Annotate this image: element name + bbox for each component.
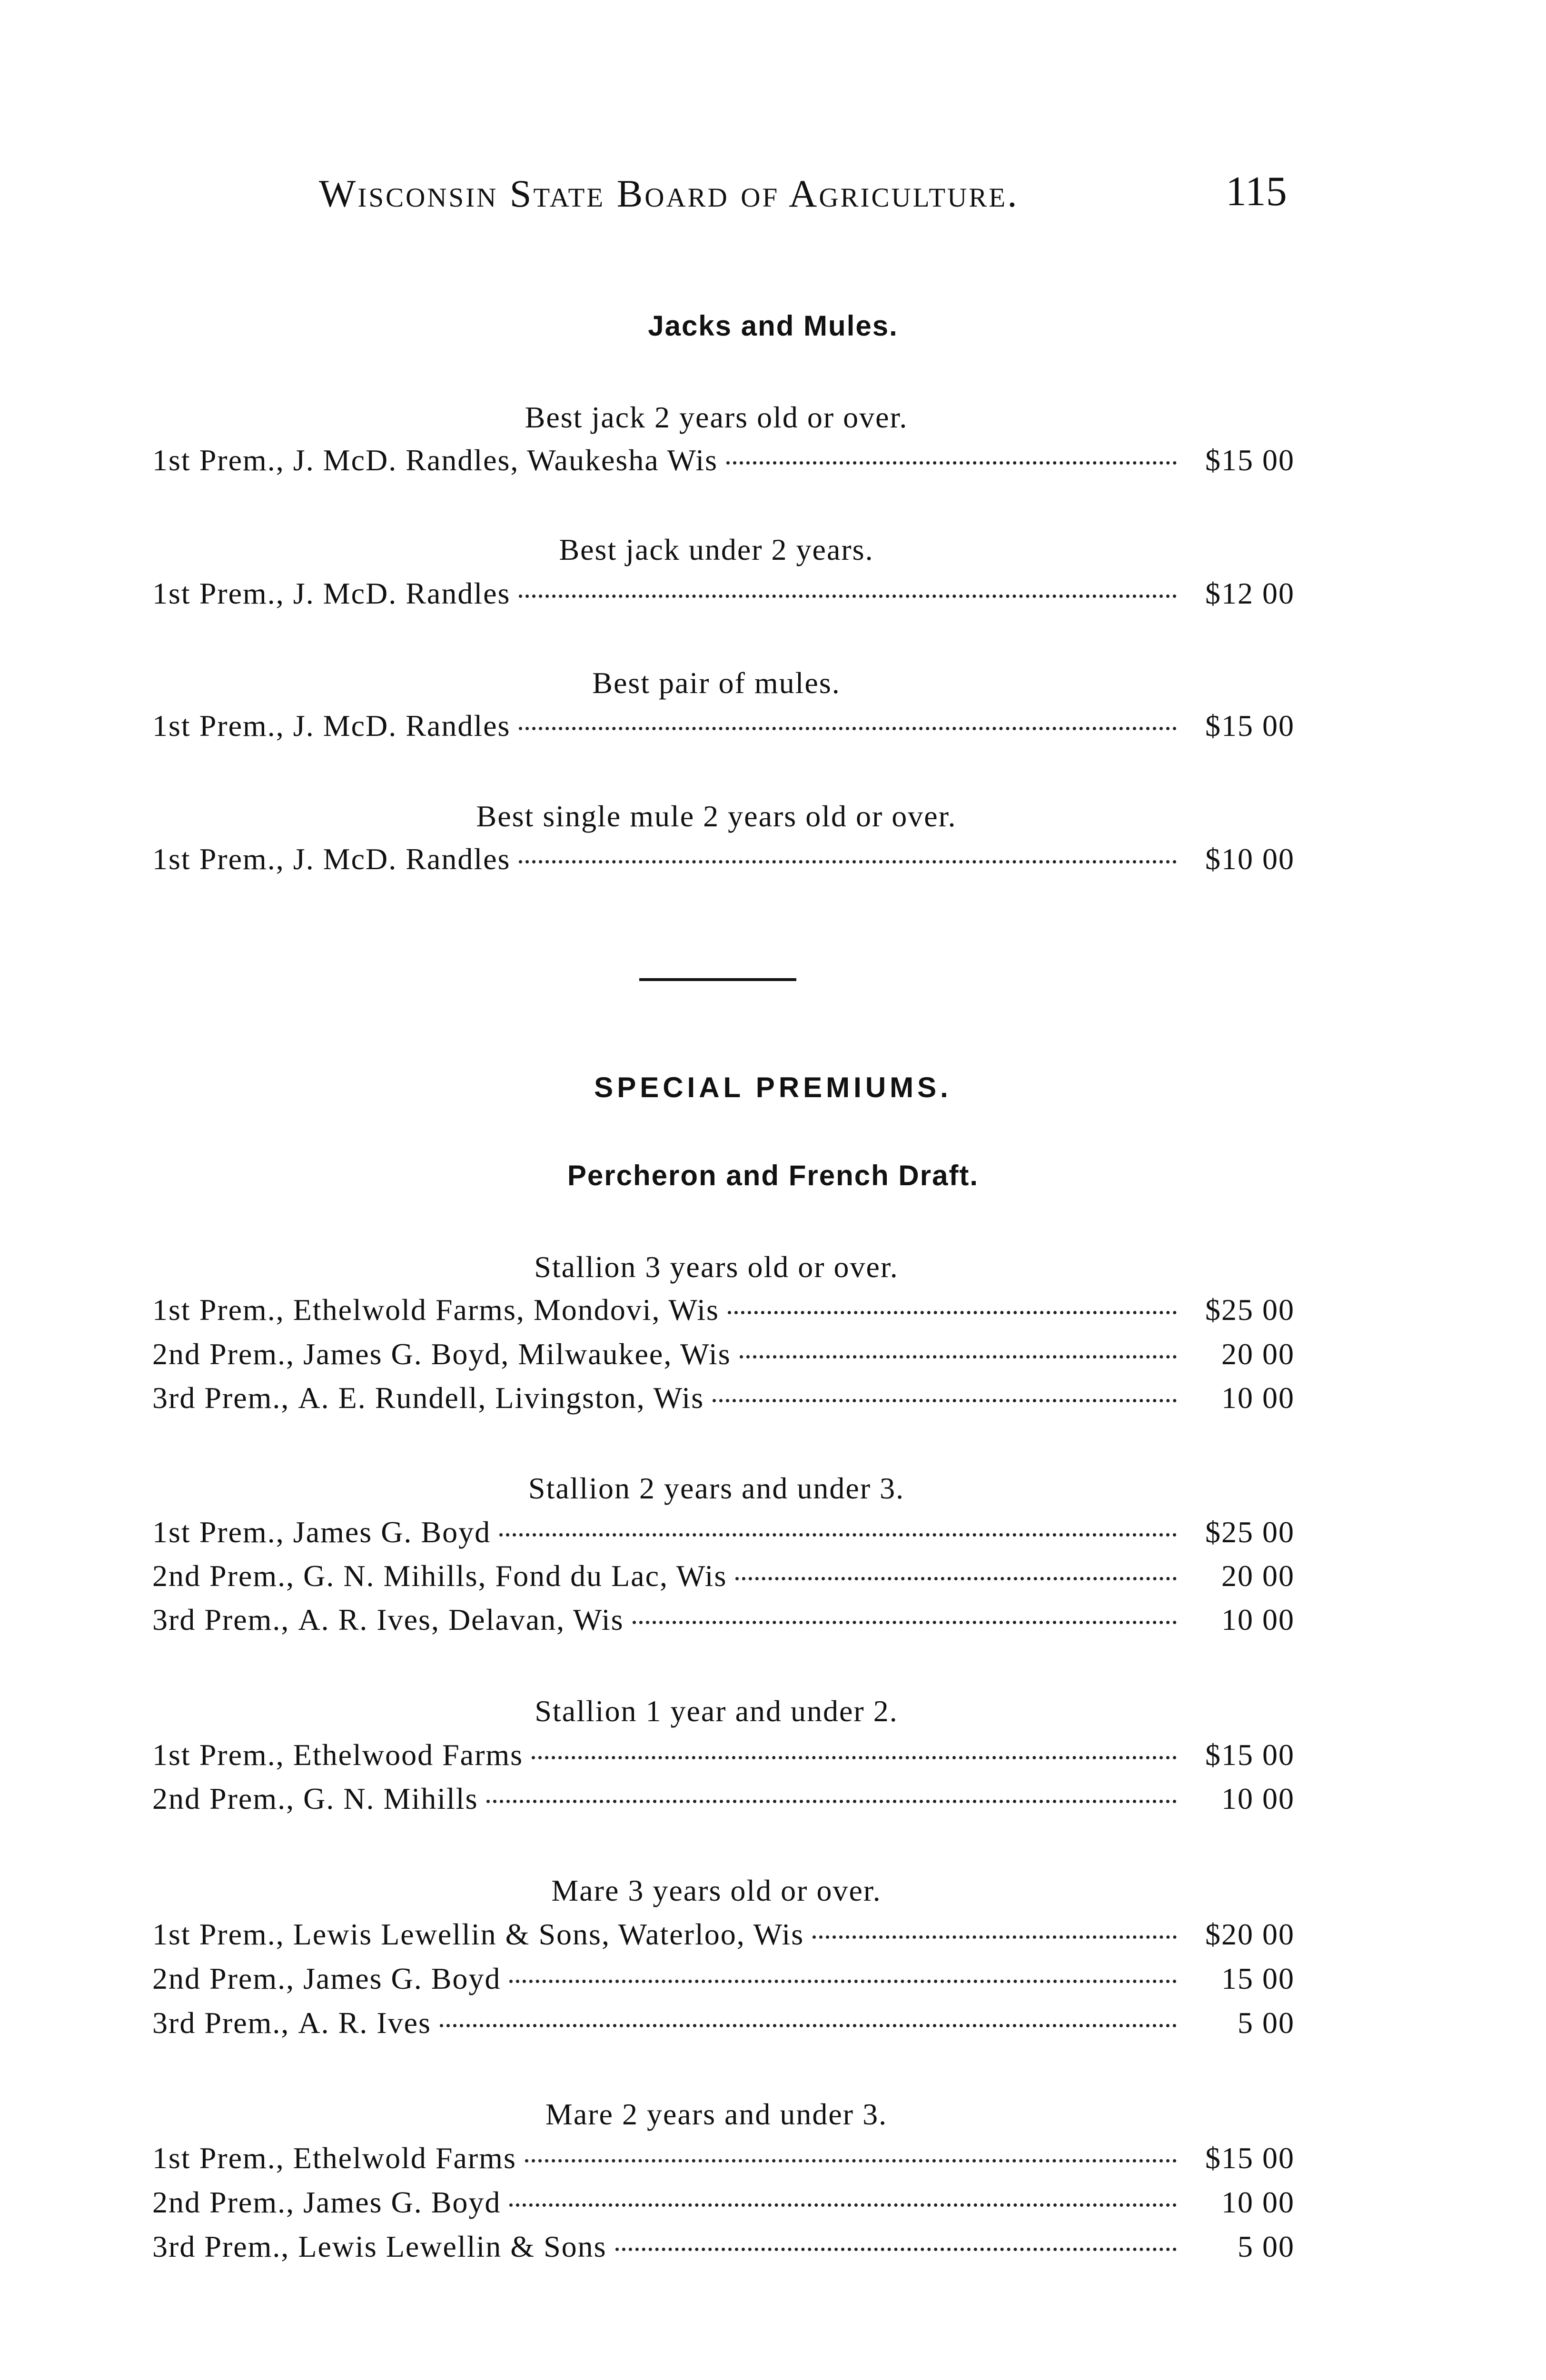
dot-leader — [713, 1399, 1177, 1402]
premium-winner: James G. Boyd — [303, 2185, 501, 2219]
premium-entry — [152, 1292, 1295, 1330]
premium-place: 1st Prem., — [152, 2141, 285, 2175]
dot-leader — [525, 2159, 1177, 2162]
premium-place: 2nd Prem., — [152, 1962, 295, 1995]
premium-winner: A. R. Ives — [298, 2006, 431, 2040]
class-heading: Best jack under 2 years. — [559, 533, 874, 566]
dot-leader — [509, 1980, 1177, 1983]
dot-leader — [440, 2024, 1177, 2027]
premium-entry — [152, 1781, 1295, 1819]
dot-leader — [519, 727, 1177, 730]
dot-leader — [726, 461, 1177, 465]
premium-amount: 15 00 — [1221, 1962, 1295, 1995]
premium-entry — [152, 1337, 1295, 1375]
dot-leader — [519, 860, 1177, 863]
premium-winner: Ethelwold Farms, Mondovi, Wis — [293, 1293, 719, 1327]
premium-entry — [152, 2229, 1295, 2267]
premium-amount: $10 00 — [1205, 842, 1295, 876]
premium-winner: J. McD. Randles, Waukesha Wis — [293, 443, 718, 477]
section-divider — [639, 978, 796, 981]
section-special-premiums — [0, 1071, 1546, 1104]
premium-amount: 20 00 — [1221, 1337, 1295, 1371]
class-heading: Stallion 3 years old or over. — [534, 1250, 899, 1284]
premium-place: 3rd Prem., — [152, 2006, 290, 2040]
premium-entry — [152, 2185, 1295, 2223]
premium-winner: J. McD. Randles — [293, 842, 511, 876]
premium-entry — [152, 443, 1295, 481]
premium-winner: Ethelwold Farms — [293, 2141, 516, 2175]
premium-place: 1st Prem., — [152, 1515, 285, 1549]
premium-winner: A. R. Ives, Delavan, Wis — [298, 1603, 624, 1636]
premium-winner: G. N. Mihills — [303, 1782, 478, 1815]
premium-winner: Lewis Lewellin & Sons — [298, 2230, 607, 2263]
class-heading: Mare 2 years and under 3. — [545, 2097, 888, 2131]
premium-winner: Lewis Lewellin & Sons, Waterloo, Wis — [293, 1917, 804, 1951]
premium-amount: 10 00 — [1221, 1381, 1295, 1415]
premium-amount: 10 00 — [1221, 1603, 1295, 1636]
premium-place: 1st Prem., — [152, 1293, 285, 1327]
premium-entry — [152, 1917, 1295, 1955]
dot-leader — [735, 1577, 1177, 1580]
dot-leader — [728, 1311, 1177, 1314]
premium-winner: James G. Boyd, Milwaukee, Wis — [303, 1337, 731, 1371]
premium-entry — [152, 1602, 1295, 1640]
premium-entry — [152, 1961, 1295, 1999]
dot-leader — [615, 2248, 1177, 2251]
premium-place: 2nd Prem., — [152, 1782, 295, 1815]
premium-place: 2nd Prem., — [152, 1337, 295, 1371]
premium-place: 2nd Prem., — [152, 1559, 295, 1593]
premium-entry — [152, 1515, 1295, 1553]
premium-amount: 10 00 — [1221, 1782, 1295, 1815]
premium-amount: $15 00 — [1205, 709, 1295, 743]
page-number: 115 — [1226, 169, 1287, 215]
premium-entry — [152, 1558, 1295, 1597]
section-title: Jacks and Mules. — [648, 310, 898, 342]
premium-winner: J. McD. Randles — [293, 709, 511, 743]
premium-entry — [152, 842, 1295, 880]
running-head: Wisconsin State Board of Agriculture. — [319, 172, 1019, 215]
premium-winner: James G. Boyd — [293, 1515, 491, 1549]
dot-leader — [509, 2203, 1177, 2207]
premium-amount: $15 00 — [1205, 1738, 1295, 1772]
class-heading: Best jack 2 years old or over. — [525, 400, 908, 434]
premium-amount: 20 00 — [1221, 1559, 1295, 1593]
section-jacks-and-mules — [0, 309, 1546, 342]
premium-place: 2nd Prem., — [152, 2185, 295, 2219]
premium-winner: Ethelwood Farms — [293, 1738, 524, 1772]
premium-amount: $20 00 — [1205, 1917, 1295, 1951]
premium-entry — [152, 708, 1295, 746]
premium-entry — [152, 2005, 1295, 2043]
premium-winner: J. McD. Randles — [293, 576, 511, 610]
class-heading: Best pair of mules. — [592, 666, 841, 700]
class-heading: Stallion 2 years and under 3. — [528, 1471, 905, 1505]
premium-place: 1st Prem., — [152, 709, 285, 743]
dot-leader — [499, 1533, 1177, 1537]
dot-leader — [633, 1621, 1177, 1624]
class-heading: Best single mule 2 years old or over. — [476, 799, 957, 833]
dot-leader — [740, 1355, 1177, 1359]
premium-place: 1st Prem., — [152, 1917, 285, 1951]
premium-entry — [152, 2141, 1295, 2179]
premium-place: 1st Prem., — [152, 842, 285, 876]
class-heading: Mare 3 years old or over. — [551, 1874, 882, 1907]
premium-place: 1st Prem., — [152, 443, 285, 477]
premium-winner: G. N. Mihills, Fond du Lac, Wis — [303, 1559, 727, 1593]
dot-leader — [486, 1800, 1177, 1803]
dot-leader — [532, 1756, 1177, 1759]
premium-amount: $15 00 — [1205, 2141, 1295, 2175]
premium-winner: James G. Boyd — [303, 1962, 501, 1995]
premium-entry — [152, 1380, 1295, 1418]
section-subtitle: Percheron and French Draft. — [567, 1160, 979, 1191]
premium-amount: 5 00 — [1238, 2230, 1295, 2263]
premium-place: 3rd Prem., — [152, 1603, 290, 1636]
premium-place: 3rd Prem., — [152, 1381, 290, 1415]
dot-leader — [519, 595, 1177, 598]
premium-winner: A. E. Rundell, Livingston, Wis — [298, 1381, 704, 1415]
premium-entry — [152, 1737, 1295, 1775]
premium-amount: 5 00 — [1238, 2006, 1295, 2040]
premium-amount: 10 00 — [1221, 2185, 1295, 2219]
class-heading: Stallion 1 year and under 2. — [535, 1694, 898, 1728]
premium-place: 1st Prem., — [152, 1738, 285, 1772]
section-subtitle-wrap — [0, 1159, 1546, 1192]
premium-entry — [152, 576, 1295, 614]
premium-amount: $25 00 — [1205, 1293, 1295, 1327]
premium-amount: $25 00 — [1205, 1515, 1295, 1549]
dot-leader — [813, 1935, 1177, 1939]
section-title: SPECIAL PREMIUMS. — [594, 1071, 952, 1103]
premium-place: 3rd Prem., — [152, 2230, 290, 2263]
premium-amount: $15 00 — [1205, 443, 1295, 477]
premium-place: 1st Prem., — [152, 576, 285, 610]
premium-amount: $12 00 — [1205, 576, 1295, 610]
